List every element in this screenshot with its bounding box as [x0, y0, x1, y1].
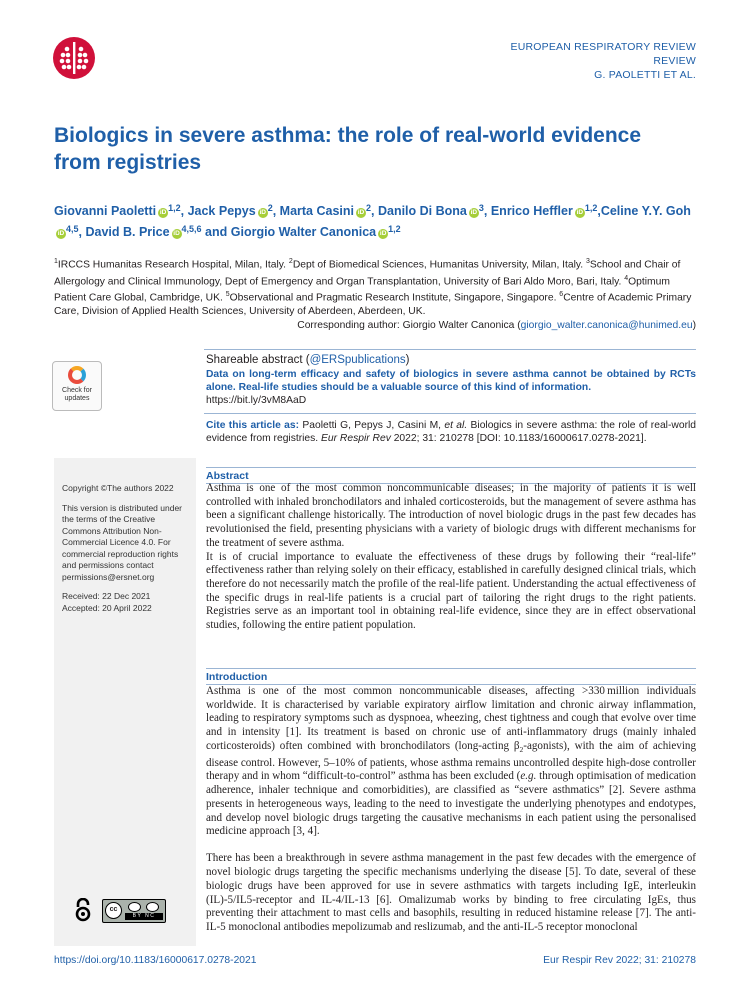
orcid-icon[interactable]: iD — [379, 230, 387, 237]
article-type: REVIEW — [653, 55, 696, 67]
copyright: Copyright ©The authors 2022 — [62, 483, 174, 493]
author-separator: , — [272, 204, 280, 218]
orcid-icon[interactable]: iD — [173, 230, 180, 237]
shareable-text: Data on long-term efficacy and safety of biologics in severe asthma cannot be obtained by RCTs alone. Real-life studies should be a valuable source of this kind of information. — [206, 369, 696, 393]
intro-text-run: through optimisation of medication adherence, inhaler technique and comorbidities), are classified as “severe asthmatics” [2]. Severe asthma presents in heterogeneous ways, leading to the need to investigate the underlying phenotypes and endotypes, and develop novel biologic drugs targeting the causative mechanisms in each patient using the personalised medicine approach [3, 4]. — [206, 770, 696, 838]
affiliation-number: 2 — [288, 258, 293, 265]
orcid-icon[interactable]: iD — [159, 209, 167, 216]
affiliation-text: Centre of Academic Primary Care, Division of Applied Health Sciences, University of Aberdeen, Aberdeen, UK. — [54, 292, 692, 318]
abstract-heading: Abstract — [206, 467, 696, 484]
short-link[interactable]: https://bit.ly/3vM8AaD — [206, 395, 307, 406]
corresponding-email-link[interactable]: giorgio_walter.canonica@hunimed.eu — [520, 320, 693, 331]
corresponding-label: Corresponding author: Giorgio Walter Canonica ( — [297, 320, 521, 331]
author-separator: , — [180, 204, 188, 218]
author-list — [54, 199, 694, 241]
author-name[interactable]: Enrico Heffler — [490, 204, 573, 218]
accepted-date: Accepted: 20 April 2022 — [62, 602, 152, 613]
affiliation-text: Optimum Patient Care Global, Cambridge, UK. — [54, 276, 670, 304]
affiliation-text: Dept of Biomedical Sciences, Humanitas University, Milan, Italy. — [292, 259, 587, 271]
affiliation-number: 4 — [624, 274, 629, 282]
author-affiliation-number: 4,5,6 — [181, 224, 202, 234]
cite-journal: Eur Respir Rev — [321, 433, 391, 445]
introduction-heading: Introduction — [206, 668, 696, 685]
orcid-icon[interactable]: iD — [576, 209, 584, 216]
author-name[interactable]: Marta Casini — [279, 204, 354, 218]
affiliations — [54, 255, 696, 318]
intro-text-run: -agonists), with the aim of achieving disease control. However, 5–10% of patients, whose asthma remains uncontrolled despite high-dose controller therapy and in whom “difficult-to-control” asthma has been excluded ( — [206, 739, 696, 783]
author-separator: , — [78, 225, 86, 239]
cc-icon: cc — [105, 902, 122, 919]
received-date: Received: 22 Dec 2021 — [62, 591, 151, 601]
footer-reference: Eur Respir Rev 2022; 31: 210278 — [543, 955, 696, 966]
author-name[interactable]: Jack Pepys — [187, 204, 256, 218]
author-affiliation-number: 4,5 — [66, 224, 79, 234]
author-name[interactable]: Giovanni Paoletti — [54, 204, 157, 218]
citation — [206, 419, 696, 446]
affiliation-text: School and Chair of Allergology and Clinical Immunology, Dept of Emergency and Organ Transplantation, University of Bari Aldo Moro, Bari, Italy. — [54, 259, 681, 288]
sidebar-info — [62, 483, 192, 614]
journal-name: EUROPEAN RESPIRATORY REVIEW — [510, 41, 696, 53]
intro-italic: e.g. — [520, 770, 537, 783]
divider — [204, 349, 696, 350]
cite-text: Paoletti G, Pepys J, Casini M, — [299, 420, 445, 431]
author-separator: , — [371, 204, 378, 218]
cite-text: 2022; 31: 210278 [DOI: 10.1183/16000617.0278-2021]. — [390, 433, 647, 445]
divider — [204, 413, 696, 414]
intro-paragraph: There has been a breakthrough in severe asthma management in the past few decades with the emergence of novel biologic drugs targeting the specific mechanisms underlying the disease [5]. To date, several of these biologic drugs have been approved for use in severe asthmatics with targets including IgE, interleukin (IL)-5/IL5-receptor and IL-4/IL-13 [6]. Omalizumab works by binding to free circulating IgEs, thus preventing their attachment to mast cells and basophils, resulting in reduced histamine release [7]. The anti-IL-5 monoclonal antibodies mepolizumab and reslizumab, and the anti-IL-5 receptor monoclonal — [206, 852, 696, 933]
check-updates-icon — [68, 366, 86, 384]
author-name[interactable]: Celine Y.Y. Goh — [600, 204, 691, 218]
twitter-handle-link[interactable]: @ERSpublications — [309, 354, 406, 366]
cite-label: Cite this article as: — [206, 420, 300, 431]
affiliation-number: 1 — [54, 258, 58, 265]
orcid-icon[interactable]: iD — [57, 230, 65, 237]
author-affiliation-number: 2 — [267, 203, 273, 213]
author-affiliation-number: 1,2 — [584, 203, 598, 213]
running-authors: G. PAOLETTI ET AL. — [594, 69, 696, 81]
footer-doi-link[interactable]: https://doi.org/10.1183/16000617.0278-2021 — [54, 955, 257, 966]
shareable-abstract — [206, 353, 696, 407]
author-name[interactable]: Danilo Di Bona — [377, 204, 467, 218]
author-separator: and — [201, 225, 231, 239]
running-header — [511, 40, 697, 82]
author-affiliation-number: 3 — [478, 203, 484, 213]
cite-etal: et al. — [444, 420, 468, 431]
abstract-paragraph: It is of crucial importance to evaluate the effectiveness of these drugs by following their “real-life” effectiveness rather than relying solely on their efficacy, established in carefully designed clinical trials, which therefore do not necessarily match the profile of the real-life patient. Understanding the actual effectiveness of the specific drugs in real-life patients is a crucial part of tailoring the right drugs to the right patients. Registries serve as an important tool in obtaining real-life evidence, since they are in effect observational studies, following the entire patient population. — [206, 550, 696, 632]
license-text: This version is distributed under the terms of the Creative Commons Attribution Non-Commercial Licence 4.0. For commercial reproduction rights and permissions contact permissions@ersnet.org — [62, 502, 183, 582]
affiliation-number: 5 — [225, 291, 230, 299]
open-access-icon — [74, 898, 92, 922]
introduction-body — [206, 685, 696, 935]
abstract-body — [206, 482, 696, 633]
author-separator: , — [597, 204, 601, 218]
intro-text-run: Asthma is one of the most common noncommunicable diseases, affecting >330 million individuals worldwide. It is characterised by variable expiratory airflow limitation and chronic airway inflammation, leading to respiratory symptoms such as dyspnoea, wheezing, chest tightness and cough that evolve over time and in intensity [1]. Its treatment is based on chronic use of anti-inflammatory drugs (mainly inhaled corticosteroids) often combined with bronchodilators (long-acting β — [206, 685, 696, 752]
affiliation-text: IRCCS Humanitas Research Hospital, Milan, Italy. — [57, 259, 289, 271]
author-name[interactable]: David B. Price — [85, 225, 170, 239]
corresponding-close: ) — [692, 320, 696, 331]
intro-subscript: 2 — [519, 745, 524, 755]
affiliation-text: Observational and Pragmatic Research Institute, Singapore, Singapore. — [229, 292, 560, 304]
author-affiliation-number: 1,2 — [388, 224, 401, 234]
orcid-icon[interactable]: iD — [470, 209, 478, 216]
article-title: Biologics in severe asthma: the role of real-world evidence from registries — [54, 124, 642, 174]
license-strip: BY NC — [125, 913, 163, 920]
orcid-icon[interactable]: iD — [259, 209, 266, 216]
noncommercial-icon — [146, 902, 159, 912]
author-separator: , — [483, 204, 491, 218]
check-updates-label: Check for updates — [62, 387, 92, 402]
orcid-icon[interactable]: iD — [357, 209, 365, 216]
author-name[interactable]: Giorgio Walter Canonica — [230, 225, 377, 239]
cc-by-nc-license-badge[interactable] — [102, 899, 166, 923]
author-affiliation-number: 1,2 — [168, 203, 181, 213]
affiliation-number: 6 — [559, 291, 564, 299]
cite-text: Biologics in severe asthma: the role of real-world evidence from registries. — [206, 420, 697, 445]
author-affiliation-number: 2 — [366, 203, 372, 213]
attribution-icon — [128, 902, 141, 912]
shareable-close: ) — [405, 354, 410, 366]
ers-logo — [52, 36, 96, 80]
shareable-label: Shareable abstract ( — [206, 354, 310, 366]
abstract-paragraph: Asthma is one of the most common noncommunicable diseases; in the majority of patients it is well controlled with inhaled bronchodilators and inhaled corticosteroids, but the management of severe asthma has been a significant challenge historically. The introduction of novel biologic drugs in the past few decades has revolutionised the field, presenting physicians with a variety of biologic drugs with different mechanisms for the treatment of severe asthma. — [206, 482, 696, 549]
affiliation-number: 3 — [586, 258, 590, 265]
corresponding-author — [297, 320, 696, 331]
intro-paragraph — [206, 685, 696, 839]
check-for-updates-button[interactable] — [52, 361, 102, 411]
